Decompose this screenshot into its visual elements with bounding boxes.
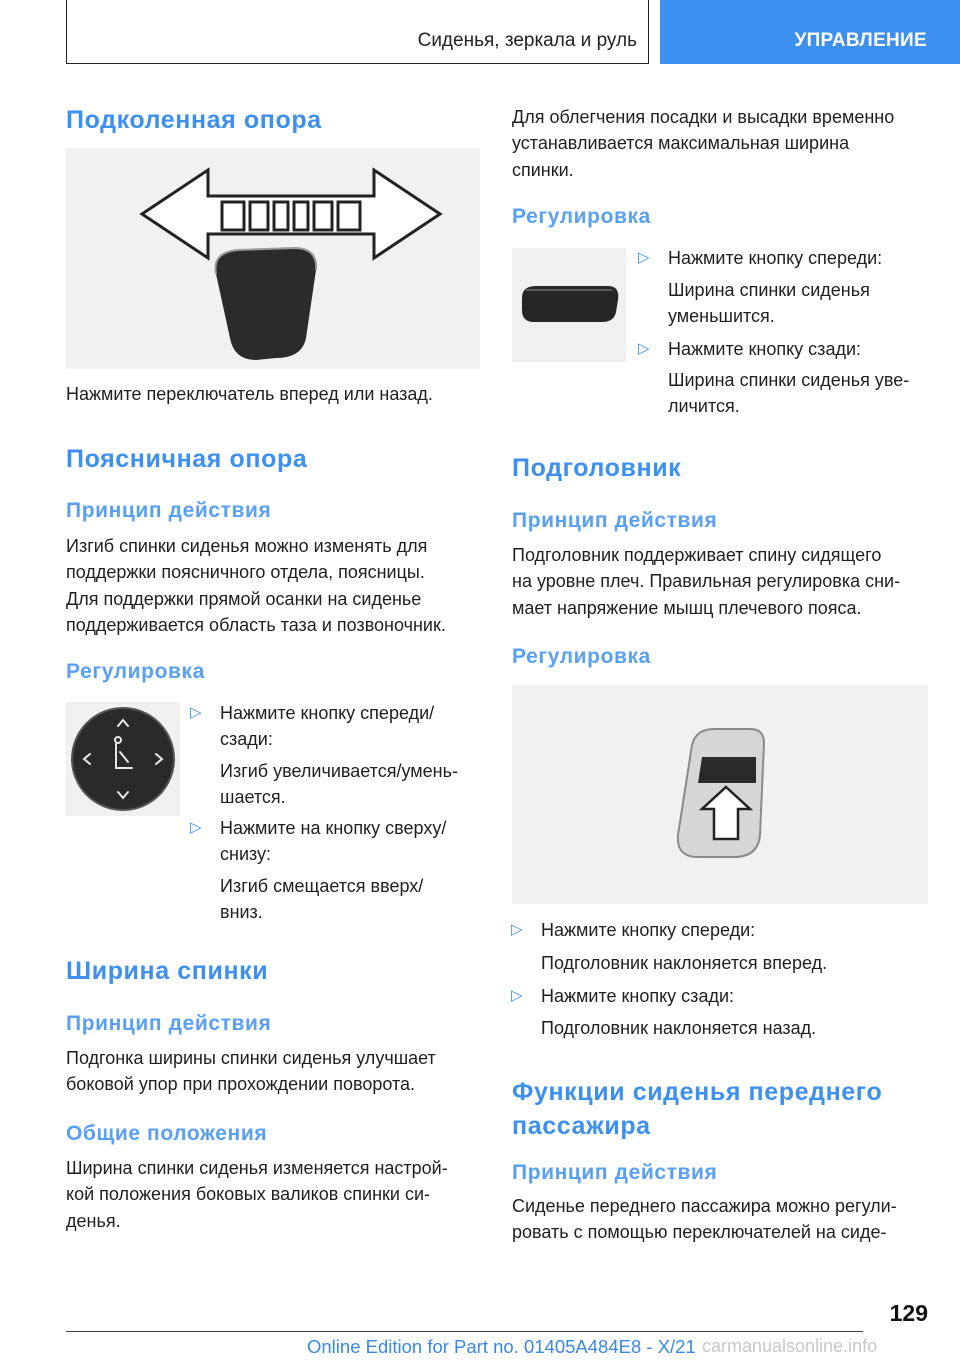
width-step-2 [638, 336, 862, 362]
text-line: Для облегчения посадки и высадки временно [512, 107, 895, 127]
lumbar-step-2-result [220, 873, 423, 926]
text-line: Нажмите кнопку сзади: [668, 339, 862, 359]
text-line: ровать с помощью переключателей на сиде- [512, 1222, 887, 1243]
text-line: кой положения боковых валиков спинки си- [66, 1184, 431, 1205]
bullet-triangle-icon: ▷ [511, 921, 523, 938]
edition-note: Online Edition for Part no. 01405A484E8 - X/21 [307, 1336, 696, 1357]
lumbar-step-2 [190, 815, 447, 868]
text-line: спинки. [512, 159, 574, 180]
text-line: денья. [66, 1210, 121, 1231]
text-line: Нажмите кнопку спереди/ [220, 703, 435, 723]
passenger-principle-heading: Принцип действия [512, 1161, 718, 1184]
text-line: вниз. [220, 902, 263, 923]
headrest-step-2-result: Подголовник наклоняется назад. [541, 1018, 817, 1038]
text-line: Ширина спинки сиденья уве- [668, 370, 910, 390]
text-line: поддерживается область таза и позвоночник. [66, 614, 446, 635]
headrest-heading: Подголовник [512, 454, 682, 482]
text-line: сзади: [220, 729, 273, 750]
headrest-step-1 [511, 917, 756, 943]
bullet-triangle-icon: ▷ [638, 249, 650, 266]
knee-support-image [66, 148, 480, 369]
width-general-text [66, 1155, 448, 1234]
text-line: мает напряжение мышц плечевого пояса. [512, 597, 862, 618]
text-line: поддержки поясничного отдела, поясницы. [66, 562, 425, 583]
text-line: Нажмите кнопку спереди: [668, 248, 883, 268]
lumbar-principle-text [66, 533, 446, 638]
footer-divider [66, 1331, 863, 1332]
passenger-principle-text [512, 1193, 897, 1246]
text-line: личится. [668, 396, 740, 417]
width-general-heading: Общие положения [66, 1122, 268, 1145]
text-line: Ширина спинки сиденья [668, 280, 870, 300]
headrest-step-1-result: Подголовник наклоняется вперед. [541, 953, 828, 973]
knee-support-heading: Подколенная опора [66, 106, 322, 134]
headrest-step-2 [511, 983, 735, 1009]
headrest-control-image [512, 685, 928, 904]
text-line: Подгонка ширины спинки сиденья улучшает [66, 1048, 436, 1068]
text-line: устанавливается максимальная ширина [512, 133, 850, 154]
passenger-seat-heading [512, 1075, 882, 1143]
knee-switch-illustration [66, 148, 480, 369]
width-adjust-heading: Регулировка [512, 205, 651, 228]
text-line: Изгиб увеличивается/умень- [220, 761, 458, 781]
knee-caption: Нажмите переключатель вперед или назад. [66, 384, 433, 404]
text-line: Изгиб спинки сиденья можно изменять для [66, 536, 428, 556]
text-line: Ширина спинки сиденья изменяется настрой- [66, 1158, 448, 1178]
width-step-1 [638, 245, 883, 271]
width-switch-illustration [512, 248, 626, 362]
width-heading: Ширина спинки [66, 957, 269, 985]
text-line: Изгиб смещается вверх/ [220, 876, 424, 896]
watermark: carmanualsonline.info [702, 1336, 878, 1356]
lumbar-adjust-heading: Регулировка [66, 660, 205, 683]
width-control-image [512, 248, 626, 362]
chapter-label: УПРАВЛЕНИЕ [794, 30, 927, 51]
width-step-2-result [668, 367, 909, 420]
bullet-triangle-icon: ▷ [638, 340, 650, 357]
page-number: 129 [889, 1300, 928, 1326]
headrest-principle-heading: Принцип действия [512, 509, 718, 532]
text-line: Сиденье переднего пассажира можно регули- [512, 1196, 897, 1216]
text-line: шается. [220, 787, 286, 808]
text-line: Нажмите кнопку спереди: [541, 920, 756, 940]
text-line: уменьшится. [668, 306, 775, 327]
headrest-principle-text [512, 542, 900, 621]
lumbar-4way-switch-illustration [66, 702, 180, 816]
text-line: снизу: [220, 844, 272, 865]
lumbar-step-1-result [220, 758, 458, 811]
text-line: Нажмите кнопку сзади: [541, 986, 735, 1006]
width-intro-text [512, 104, 894, 183]
text-line: боковой упор при прохождении поворота. [66, 1074, 416, 1095]
section-title: Сиденья, зеркала и руль [417, 30, 637, 51]
lumbar-step-1 [190, 700, 435, 753]
width-step-1-result [668, 277, 870, 330]
bullet-triangle-icon: ▷ [190, 819, 202, 836]
text-line: Для поддержки прямой осанки на сиденье [66, 588, 422, 609]
lumbar-principle-heading: Принцип действия [66, 499, 272, 522]
heading-line: пассажира [512, 1112, 651, 1140]
text-line: Нажмите на кнопку сверху/ [220, 818, 447, 838]
bullet-triangle-icon: ▷ [190, 704, 202, 721]
text-line: Подголовник поддерживает спину сидящего [512, 545, 882, 565]
lumbar-heading: Поясничная опора [66, 445, 308, 473]
chapter-tab [660, 0, 960, 64]
width-principle-heading: Принцип действия [66, 1012, 272, 1035]
lumbar-control-image [66, 702, 180, 816]
headrest-adjust-heading: Регулировка [512, 645, 651, 668]
heading-line: Функции сиденья переднего [512, 1078, 883, 1106]
text-line: на уровне плеч. Правильная регулировка сни- [512, 571, 901, 592]
width-principle-text [66, 1045, 436, 1098]
headrest-switch-illustration [512, 685, 928, 904]
bullet-triangle-icon: ▷ [511, 987, 523, 1004]
